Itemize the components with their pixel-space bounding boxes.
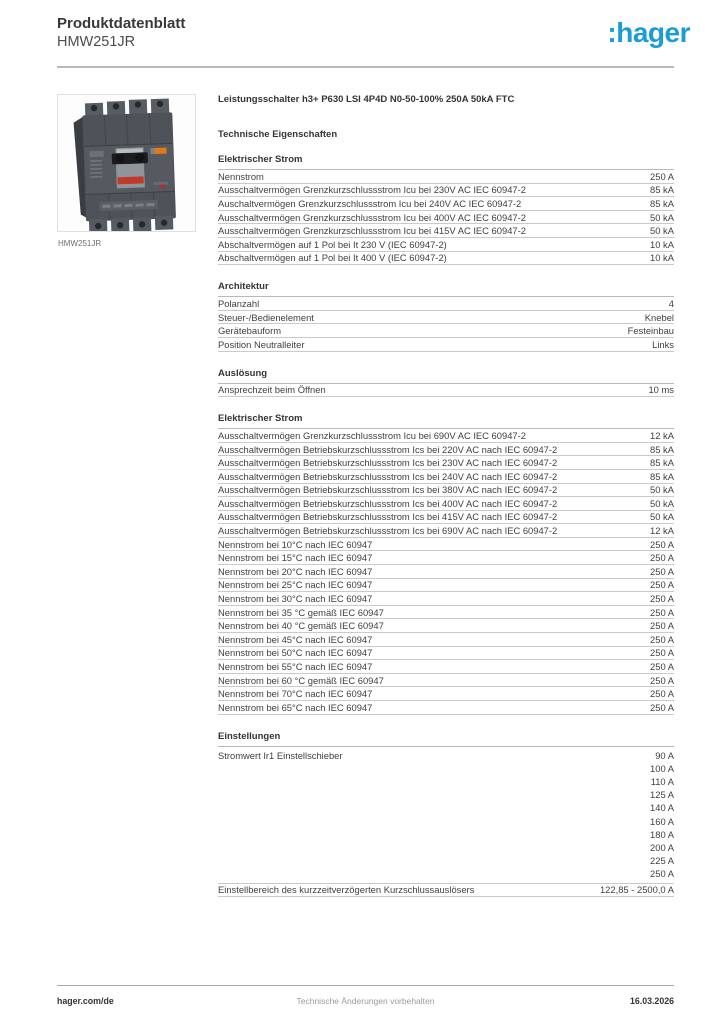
row-value: 250 A bbox=[650, 701, 674, 713]
footer-date: 16.03.2026 bbox=[629, 996, 674, 1006]
table-row bbox=[218, 184, 674, 198]
row-value: 250 A bbox=[650, 674, 674, 686]
row-label: Ausschaltvermögen Betriebskurzschlussstrom Ics bei 230V AC nach IEC 60947-2 bbox=[218, 457, 558, 469]
spec-section bbox=[218, 154, 674, 265]
table-row bbox=[218, 456, 674, 470]
row-label: Nennstrom bei 30°C nach IEC 60947 bbox=[218, 593, 373, 605]
row-value: 50 kA bbox=[650, 511, 674, 523]
table-row bbox=[218, 551, 674, 565]
table-row bbox=[218, 252, 674, 266]
table-row bbox=[218, 687, 674, 701]
row-label: Nennstrom bei 60 °C gemäß IEC 60947 bbox=[218, 674, 384, 686]
row-value: 50 kA bbox=[650, 225, 674, 237]
row-value: 250 A bbox=[650, 661, 674, 673]
table-row bbox=[218, 197, 674, 211]
table-row bbox=[218, 170, 674, 184]
footer-row bbox=[57, 996, 674, 1008]
table-row bbox=[218, 592, 674, 606]
row-label: Ausschaltvermögen Grenzkurzschlussstrom Icu bei 415V AC IEC 60947-2 bbox=[218, 225, 526, 237]
table-row bbox=[218, 701, 674, 715]
row-value: 50 kA bbox=[650, 211, 674, 223]
row-value: 85 kA bbox=[650, 443, 674, 455]
table-row bbox=[218, 297, 674, 311]
hager-logo: :hager bbox=[607, 17, 690, 48]
row-label: Ausschaltvermögen Grenzkurzschlussstrom Icu bei 690V AC IEC 60947-2 bbox=[218, 429, 526, 441]
row-value-line: 225 A bbox=[650, 855, 674, 867]
row-label: Nennstrom bei 45°C nach IEC 60947 bbox=[218, 633, 373, 645]
row-label: Nennstrom bei 15°C nach IEC 60947 bbox=[218, 552, 373, 564]
row-value: 12 kA bbox=[650, 429, 674, 441]
section-heading: Architektur bbox=[218, 281, 674, 297]
document-title: Produktdatenblatt bbox=[57, 15, 186, 32]
row-label: Nennstrom bbox=[218, 170, 264, 182]
technical-properties-heading: Technische Eigenschaften bbox=[218, 129, 338, 140]
product-image-frame bbox=[57, 94, 196, 232]
row-value: 250 A bbox=[650, 647, 674, 659]
row-value: 85 kA bbox=[650, 184, 674, 196]
table-row bbox=[218, 619, 674, 633]
row-value-line: 160 A bbox=[650, 815, 674, 827]
row-value: 250 A bbox=[650, 538, 674, 550]
row-value: 85 kA bbox=[650, 457, 674, 469]
row-value: 250 A bbox=[650, 552, 674, 564]
row-label: Auschaltvermögen Grenzkurzschlussstrom Icu bei 240V AC IEC 60947-2 bbox=[218, 197, 522, 209]
row-value: Festeinbau bbox=[627, 325, 674, 337]
row-label: Ausschaltvermögen Betriebskurzschlussstrom Ics bei 220V AC nach IEC 60947-2 bbox=[218, 443, 558, 455]
spec-sections bbox=[218, 154, 674, 897]
table-row bbox=[218, 324, 674, 338]
row-label: Ausschaltvermögen Betriebskurzschlussstrom Ics bei 690V AC nach IEC 60947-2 bbox=[218, 525, 558, 537]
table-row bbox=[218, 497, 674, 511]
table-row bbox=[218, 538, 674, 552]
row-value: Links bbox=[652, 338, 674, 350]
row-label: Position Neutralleiter bbox=[218, 338, 305, 350]
table-row bbox=[218, 443, 674, 457]
row-value: 50 kA bbox=[650, 497, 674, 509]
row-value-line: 125 A bbox=[650, 789, 674, 801]
row-label: Nennstrom bei 65°C nach IEC 60947 bbox=[218, 701, 373, 713]
row-label: Ausschaltvermögen Grenzkurzschlussstrom Icu bei 230V AC IEC 60947-2 bbox=[218, 184, 526, 196]
row-value: 10 kA bbox=[650, 238, 674, 250]
spec-column bbox=[218, 94, 674, 897]
table-row bbox=[218, 884, 674, 898]
product-title: Leistungsschalter h3+ P630 LSI 4P4D N0-50-100% 250A 50kA FTC bbox=[218, 94, 515, 105]
row-value: 250 A bbox=[650, 688, 674, 700]
row-value: 250 A bbox=[650, 565, 674, 577]
row-value bbox=[650, 749, 674, 881]
spec-section bbox=[218, 413, 674, 714]
row-value-line: 100 A bbox=[650, 762, 674, 774]
image-caption: HMW251JR bbox=[58, 239, 102, 248]
table-row bbox=[218, 674, 674, 688]
row-label: Gerätebauform bbox=[218, 325, 282, 337]
table-row bbox=[218, 633, 674, 647]
table-row bbox=[218, 224, 674, 238]
table-row bbox=[218, 470, 674, 484]
row-value: 4 bbox=[668, 297, 674, 309]
row-label: Nennstrom bei 10°C nach IEC 60947 bbox=[218, 538, 373, 550]
table-row bbox=[218, 565, 674, 579]
row-label: Abschaltvermögen auf 1 Pol bei It 230 V (IEC 60947-2) bbox=[218, 238, 447, 250]
row-value-line: 180 A bbox=[650, 828, 674, 840]
row-value: 250 A bbox=[650, 593, 674, 605]
product-reference: HMW251JR bbox=[57, 34, 136, 50]
row-value-line: 200 A bbox=[650, 842, 674, 854]
row-label: Ausschaltvermögen Betriebskurzschlussstrom Ics bei 415V AC nach IEC 60947-2 bbox=[218, 511, 558, 523]
row-value: 250 A bbox=[650, 579, 674, 591]
footer bbox=[57, 985, 674, 1008]
row-label: Ansprechzeit beim Öffnen bbox=[218, 384, 326, 396]
table-row bbox=[218, 429, 674, 443]
row-value-line: 140 A bbox=[650, 802, 674, 814]
table-row bbox=[218, 238, 674, 252]
table-row bbox=[218, 338, 674, 352]
row-value: 250 A bbox=[650, 606, 674, 618]
row-value: 10 ms bbox=[648, 384, 674, 396]
table-row bbox=[218, 311, 674, 325]
row-value: 50 kA bbox=[650, 484, 674, 496]
row-label: Nennstrom bei 55°C nach IEC 60947 bbox=[218, 661, 373, 673]
row-value-line: 250 A bbox=[650, 868, 674, 880]
section-heading: Elektrischer Strom bbox=[218, 154, 674, 170]
row-value: 122,85 - 2500,0 A bbox=[599, 884, 674, 896]
row-label: Abschaltvermögen auf 1 Pol bei It 400 V (IEC 60947-2) bbox=[218, 252, 447, 264]
section-heading: Auslösung bbox=[218, 368, 674, 384]
table-row bbox=[218, 484, 674, 498]
row-value: Knebel bbox=[644, 311, 674, 323]
row-value: 12 kA bbox=[650, 525, 674, 537]
header-divider bbox=[57, 66, 674, 68]
row-label: Nennstrom bei 50°C nach IEC 60947 bbox=[218, 647, 373, 659]
row-value: 250 A bbox=[650, 620, 674, 632]
table-row bbox=[218, 606, 674, 620]
row-value: 85 kA bbox=[650, 197, 674, 209]
header bbox=[57, 14, 185, 52]
row-value: 10 kA bbox=[650, 252, 674, 264]
row-value-line: 90 A bbox=[655, 749, 674, 761]
row-label: Nennstrom bei 20°C nach IEC 60947 bbox=[218, 565, 373, 577]
row-label: Ausschaltvermögen Grenzkurzschlussstrom Icu bei 400V AC IEC 60947-2 bbox=[218, 211, 526, 223]
row-label: Nennstrom bei 70°C nach IEC 60947 bbox=[218, 688, 373, 700]
table-row bbox=[218, 211, 674, 225]
section-heading: Einstellungen bbox=[218, 731, 674, 747]
row-value: 250 A bbox=[650, 633, 674, 645]
row-label: Ausschaltvermögen Betriebskurzschlussstrom Ics bei 240V AC nach IEC 60947-2 bbox=[218, 470, 558, 482]
spec-section bbox=[218, 731, 674, 898]
table-row bbox=[218, 579, 674, 593]
table-row bbox=[218, 660, 674, 674]
row-label: Einstellbereich des kurzzeitverzögerten Kurzschlussauslösers bbox=[218, 884, 475, 896]
section-heading: Elektrischer Strom bbox=[218, 413, 674, 429]
row-label: Nennstrom bei 25°C nach IEC 60947 bbox=[218, 579, 373, 591]
spec-section bbox=[218, 281, 674, 351]
row-label: Stromwert Ir1 Einstellschieber bbox=[218, 749, 343, 761]
row-label: Ausschaltvermögen Betriebskurzschlussstrom Ics bei 400V AC nach IEC 60947-2 bbox=[218, 497, 558, 509]
row-label: Steuer-/Bedienelement bbox=[218, 311, 314, 323]
table-row bbox=[218, 647, 674, 661]
row-value-line: 110 A bbox=[650, 776, 674, 787]
row-value: 250 A bbox=[650, 170, 674, 182]
row-label: Ausschaltvermögen Betriebskurzschlussstrom Ics bei 380V AC nach IEC 60947-2 bbox=[218, 484, 558, 496]
row-label: Nennstrom bei 35 °C gemäß IEC 60947 bbox=[218, 606, 384, 618]
table-row bbox=[218, 511, 674, 525]
circuit-breaker-image bbox=[58, 95, 195, 231]
row-value: 85 kA bbox=[650, 470, 674, 482]
table-row bbox=[218, 747, 674, 884]
table-row bbox=[218, 384, 674, 398]
row-label: Nennstrom bei 40 °C gemäß IEC 60947 bbox=[218, 620, 384, 632]
footer-website-link[interactable]: hager.com/de bbox=[57, 996, 114, 1006]
row-label: Polanzahl bbox=[218, 297, 260, 309]
table-row bbox=[218, 524, 674, 538]
footer-disclaimer: Technische Änderungen vorbehalten bbox=[296, 996, 435, 1006]
spec-section bbox=[218, 368, 674, 398]
